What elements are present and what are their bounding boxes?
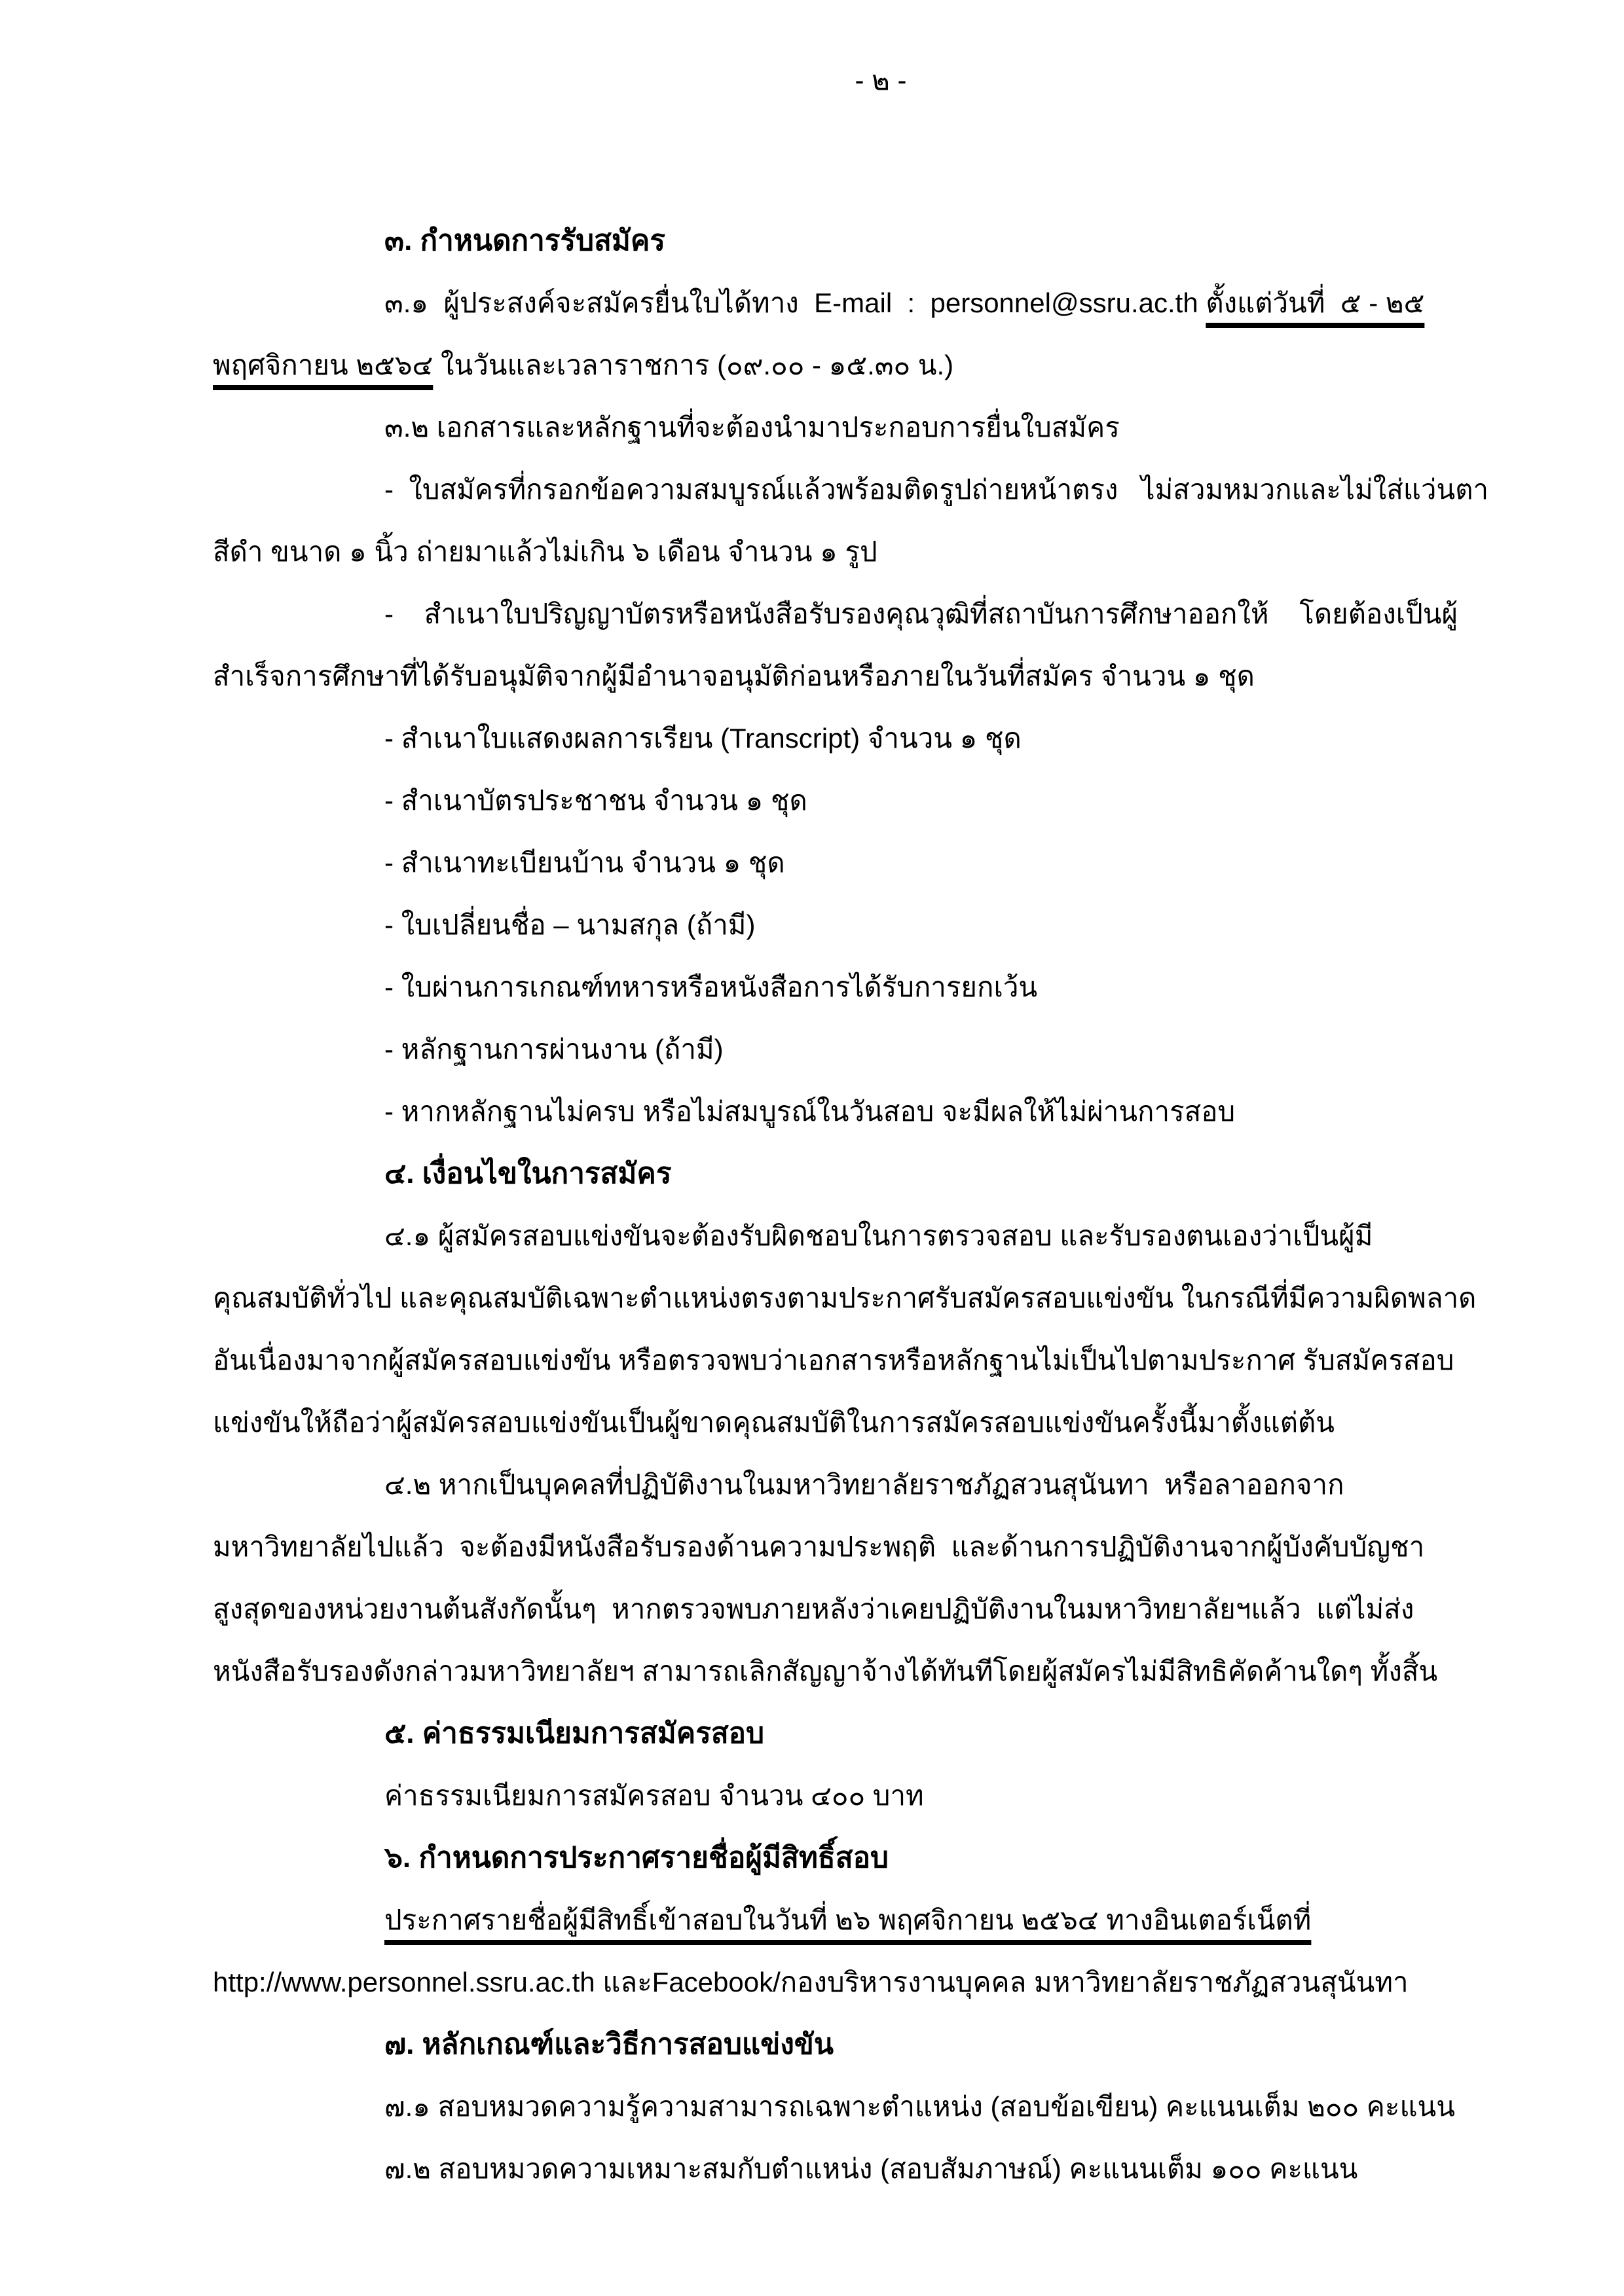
list-item-house-registration: - สำเนาทะเบียนบ้าน จำนวน ๑ ชุด <box>384 847 785 878</box>
list-item-work-experience: - หลักฐานการผ่านงาน (ถ้ามี) <box>384 1034 724 1065</box>
bullet-degree-copy-line1: - สำเนาใบปริญญาบัตรหรือหนังสือรับรองคุณวุฒิที่สถาบันการศึกษาออกให้ โดยต้องเป็นผู้ <box>384 598 1458 629</box>
underlined-date-range-end: พฤศจิกายน ๒๕๖๔ <box>213 350 434 380</box>
para-3-2: ๓.๒ เอกสารและหลักฐานที่จะต้องนำมาประกอบการยื่นใบสมัคร <box>384 412 1120 443</box>
para-4-1-line2: คุณสมบัติทั่วไป และคุณสมบัติเฉพาะตำแหน่งตรงตามประกาศรับสมัครสอบแข่งขัน ในกรณีที่มีความผิดพลาด <box>213 1283 1477 1313</box>
section-4-heading: ๔. เงื่อนไขในการสมัคร <box>384 1157 672 1190</box>
bullet-application-form-line2: สีดำ ขนาด ๑ นิ้ว ถ่ายมาแล้วไม่เกิน ๖ เดือน จำนวน ๑ รูป <box>213 536 877 567</box>
para-3-1-line1 <box>213 272 1480 334</box>
para-4-2-line4: หนังสือรับรองดังกล่าวมหาวิทยาลัยฯ สามารถเลิกสัญญาจ้างได้ทันทีโดยผู้สมัครไม่มีสิทธิคัดค้านใดๆ ทั้งสิ้น <box>213 1656 1438 1686</box>
para-4-1-line1: ๔.๑ ผู้สมัครสอบแข่งขันจะต้องรับผิดชอบในการตรวจสอบ และรับรองตนเองว่าเป็นผู้มี <box>384 1220 1373 1251</box>
list-item-incomplete-documents: - หากหลักฐานไม่ครบ หรือไม่สมบูรณ์ในวันสอบ จะมีผลให้ไม่ผ่านการสอบ <box>384 1096 1236 1127</box>
office-hours-text: ในวันและเวลาราชการ (๐๙.๐๐ - ๑๕.๓๐ น.) <box>433 350 954 380</box>
list-item-name-change: - ใบเปลี่ยนชื่อ – นามสกุล (ถ้ามี) <box>384 909 756 940</box>
facebook-channel-text: และFacebook/กองบริหารงานบุคคล มหาวิทยาลัยราชภัฏสวนสุนันทา <box>595 1967 1409 1997</box>
para-3-1-text: ๓.๑ ผู้ประสงค์จะสมัครยื่นใบได้ทาง E-mail : <box>384 287 931 318</box>
para-7-2: ๗.๒ สอบหมวดความเหมาะสมกับตำแหน่ง (สอบสัมภาษณ์) คะแนนเต็ม ๑๐๐ คะแนน <box>384 2153 1358 2184</box>
url-text: http://www.personnel.ssru.ac.th <box>213 1967 595 1997</box>
para-4-2-line1: ๔.๒ หากเป็นบุคคลที่ปฏิบัติงานในมหาวิทยาลัยราชภัฏสวนสุนันทา หรือลาออกจาก <box>384 1469 1344 1500</box>
section-7-heading: ๗. หลักเกณฑ์และวิธีการสอบแข่งขัน <box>384 2028 834 2060</box>
page-number: - ๒ - <box>855 65 907 96</box>
list-item-military-service: - ใบผ่านการเกณฑ์ทหารหรือหนังสือการได้รับการยกเว้น <box>384 972 1038 1002</box>
para-4-2-line2: มหาวิทยาลัยไปแล้ว จะต้องมีหนังสือรับรองด้านความประพฤติ และด้านการปฏิบัติงานจากผู้บังคับบัญชา <box>213 1531 1425 1562</box>
list-item-transcript: - สำเนาใบแสดงผลการเรียน (Transcript) จำนวน ๑ ชุด <box>384 723 1022 754</box>
announcement-channels-line <box>213 1951 1480 2013</box>
section-3-heading: ๓. กำหนดการรับสมัคร <box>384 225 665 257</box>
spacer <box>1198 287 1206 318</box>
email-text: personnel@ssru.ac.th <box>930 287 1198 318</box>
para-4-1-line3: อันเนื่องมาจากผู้สมัครสอบแข่งขัน หรือตรวจพบว่าเอกสารหรือหลักฐานไม่เป็นไปตามประกาศ รับสมัครสอบ <box>213 1345 1454 1376</box>
underlined-announcement-date: ประกาศรายชื่อผู้มีสิทธิ์เข้าสอบในวันที่ ๒๖ พฤศจิกายน ๒๕๖๔ ทางอินเตอร์เน็ตที่ <box>384 1904 1312 1935</box>
section-5-heading: ๕. ค่าธรรมเนียมการสมัครสอบ <box>384 1717 765 1749</box>
bullet-degree-copy-line2: สำเร็จการศึกษาที่ได้รับอนุมัติจากผู้มีอำนาจอนุมัติก่อนหรือภายในวันที่สมัคร จำนวน ๑ ชุด <box>213 661 1255 691</box>
para-7-1: ๗.๑ สอบหมวดความรู้ความสามารถเฉพาะตำแหน่ง (สอบข้อเขียน) คะแนนเต็ม ๒๐๐ คะแนน <box>384 2091 1455 2122</box>
exam-fee-text: ค่าธรรมเนียมการสมัครสอบ จำนวน ๔๐๐ บาท <box>384 1780 924 1811</box>
announcement-date-line <box>213 1889 1480 1951</box>
para-4-1-line4: แข่งขันให้ถือว่าผู้สมัครสอบแข่งขันเป็นผู้ขาดคุณสมบัติในการสมัครสอบแข่งขันครั้งนี้มาตั้งแต่ต้น <box>213 1407 1335 1438</box>
para-4-2-line3: สูงสุดของหน่วยงานต้นสังกัดนั้นๆ หากตรวจพบภายหลังว่าเคยปฏิบัติงานในมหาวิทยาลัยฯแล้ว แต่ไม่ส่ง <box>213 1594 1414 1624</box>
list-item-id-card: - สำเนาบัตรประชาชน จำนวน ๑ ชุด <box>384 785 807 816</box>
section-6-heading: ๖. กำหนดการประกาศรายชื่อผู้มีสิทธิ์สอบ <box>384 1842 889 1874</box>
underlined-date-range-start: ตั้งแต่วันที่ ๕ - ๒๕ <box>1206 287 1425 318</box>
bullet-application-form-line1: - ใบสมัครที่กรอกข้อความสมบูรณ์แล้วพร้อมติดรูปถ่ายหน้าตรง ไม่สวมหมวกและไม่ใส่แว่นตา <box>384 474 1489 505</box>
para-3-1-line2 <box>213 334 1480 396</box>
